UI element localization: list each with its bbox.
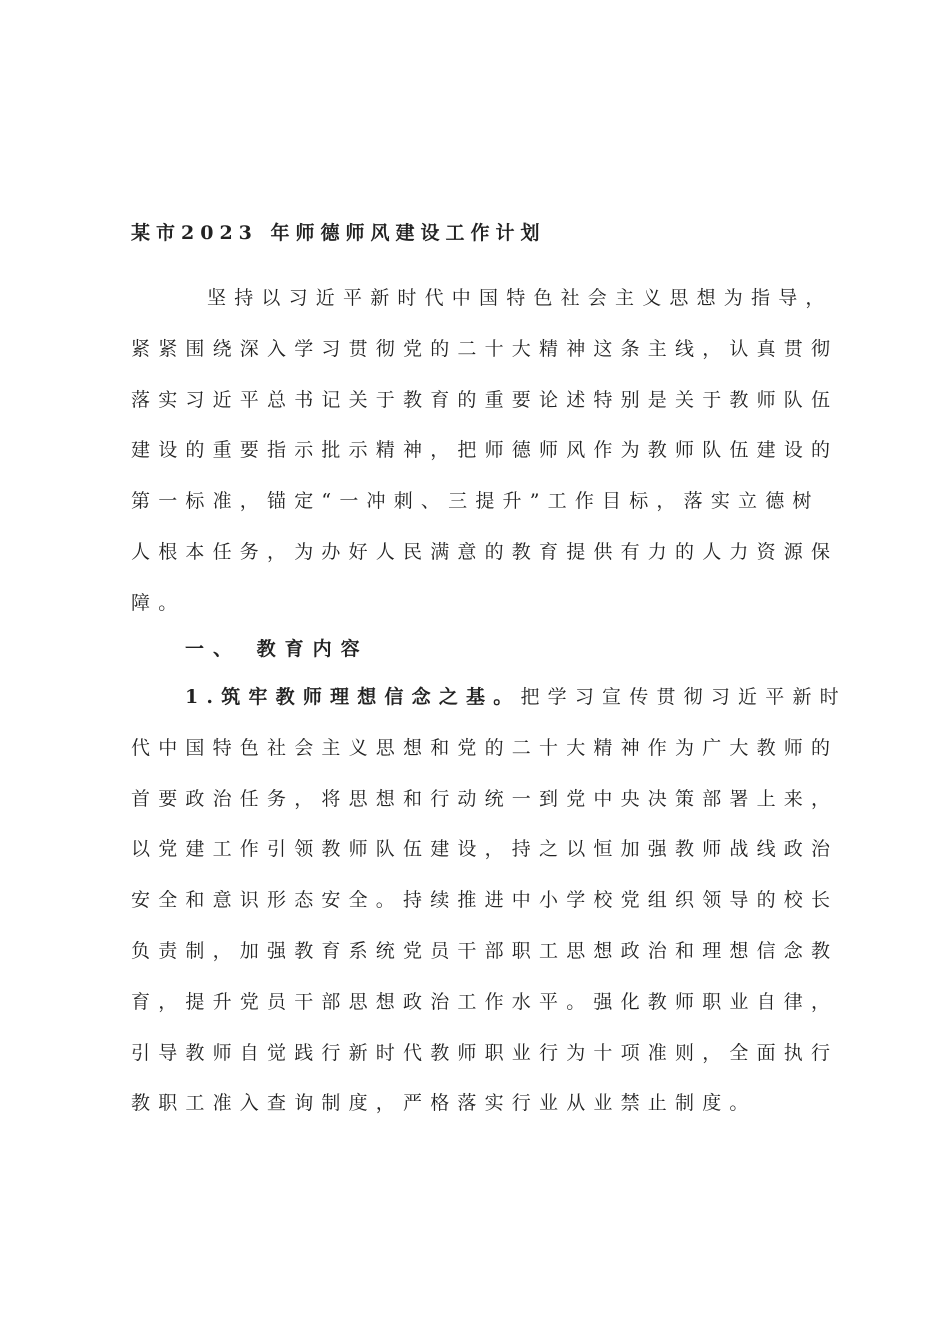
paragraph-line: 第一标准，锚定“一冲刺、三提升”工作目标，落实立德树	[131, 490, 820, 513]
paragraph-line: 紧紧围绕深入学习贯彻党的二十大精神这条主线，认真贯彻	[131, 337, 839, 360]
item-1-first-text: 把学习宣传贯彻习近平新时	[520, 686, 847, 708]
paragraph-line: 安全和意识形态安全。持续推进中小学校党组织领导的校长	[131, 889, 839, 912]
paragraph-first-line	[131, 672, 847, 723]
section-heading: 一、 教育内容	[185, 638, 369, 660]
item-1-lead: 1.筑牢教师理想信念之基。	[185, 686, 521, 708]
paragraph-line: 人根本任务，为办好人民满意的教育提供有力的人力资源保	[131, 540, 839, 563]
intro-paragraph	[131, 273, 839, 629]
paragraph-line: 以党建工作引领教师队伍建设，持之以恒加强教师战线政治	[131, 838, 839, 861]
paragraph-line: 首要政治任务，将思想和行动统一到党中央决策部署上来，	[131, 787, 839, 810]
paragraph-line: 代中国特色社会主义思想和党的二十大精神作为广大教师的	[131, 736, 839, 759]
paragraph-line: 教职工准入查询制度，严格落实行业从业禁止制度。	[131, 1092, 757, 1115]
paragraph-line: 建设的重要指示批示精神，把师德师风作为教师队伍建设的	[131, 439, 839, 462]
paragraph-line: 引导教师自觉践行新时代教师职业行为十项准则，全面执行	[131, 1041, 839, 1064]
paragraph-line: 障。	[131, 591, 186, 614]
paragraph-line: 育，提升党员干部思想政治工作水平。强化教师职业自律，	[131, 990, 839, 1013]
document-title: 某市2023 年师德师风建设工作计划	[131, 222, 546, 244]
paragraph-line: 坚持以习近平新时代中国特色社会主义思想为指导，	[207, 287, 833, 309]
paragraph-line: 落实习近平总书记关于教育的重要论述特别是关于教师队伍	[131, 388, 839, 411]
item-1-paragraph	[131, 672, 847, 1129]
paragraph-line: 负责制，加强教育系统党员干部职工思想政治和理想信念教	[131, 939, 839, 962]
